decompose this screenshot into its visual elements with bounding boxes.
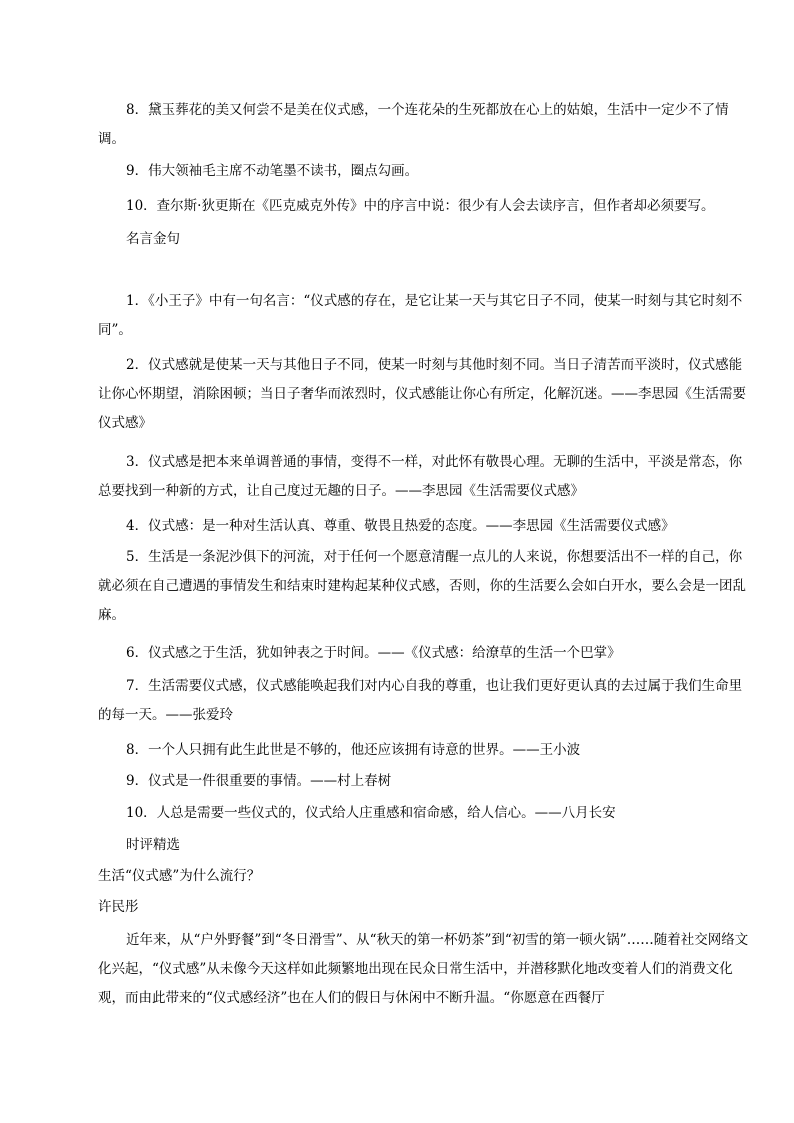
article-body: 近年来，从“户外野餐”到“冬日滑雪”、从“秋天的第一杯奶茶”到“初雪的第一顿火锅”……随着社交网络文化兴起，“仪式感”从未像今天这样如此频繁地出现在民众日常生活中，并潜移默化地改变着人们的消费文化观，而由此带来的“仪式感经济”也在人们的假日与休闲中不断升温。“你愿意在西餐厅 [98,932,749,1006]
quote-item-7: 7．生活需要仪式感，仪式感能唤起我们对内心自我的尊重，也让我们更好更认真的去过属于我们生命里的每一天。——张爱玲 [98,678,743,723]
list-item-8: 8．黛玉葬花的美又何尝不是美在仪式感，一个连花朵的生死都放在心上的姑娘，生活中一定少不了情调。 [98,102,729,147]
quote-item-9: 9．仪式是一件很重要的事情。——村上春树 [126,773,392,789]
quote-item-8: 8．一个人只拥有此生此世是不够的，他还应该拥有诗意的世界。——王小波 [126,742,581,758]
section-heading-review: 时评精选 [126,837,180,853]
quote-item-4: 4．仪式感：是一种对生活认真、尊重、敬畏且热爱的态度。——李思园《生活需要仪式感》 [126,518,675,534]
list-item-10: 10．查尔斯·狄更斯在《匹克威克外传》中的序言中说：很少有人会去读序言，但作者却必须要写。 [126,198,715,214]
article-author: 许民彤 [98,899,139,915]
quote-item-1: 1．《小王子》中有一句名言：“仪式感的存在，是它让某一天与其它日子不同，使某一时刻与其它时刻不同”。 [98,293,743,338]
quote-item-3: 3．仪式感是把本来单调普通的事情，变得不一样，对此怀有敬畏心理。无聊的生活中，平淡是常态，你总要找到一种新的方式，让自己度过无趣的日子。——李思园《生活需要仪式感》 [98,454,743,499]
quote-item-2: 2．仪式感就是使某一天与其他日子不同，使某一时刻与其他时刻不同。当日子清苦而平淡时，仪式感能让你心怀期望，消除困顿；当日子奢华而浓烈时，仪式感能让你心有所定，化解沉迷。——李思园《生活需要仪式感》 [98,357,746,431]
quote-item-5: 5．生活是一条泥沙俱下的河流，对于任何一个愿意清醒一点儿的人来说，你想要活出不一样的自己，你就必须在自己遭遇的事情发生和结束时建构起某种仪式感，否则，你的生活要么会如白开水，要么会是一团乱麻。 [98,549,746,623]
list-item-9: 9．伟大领袖毛主席不动笔墨不读书，圈点勾画。 [126,163,419,179]
quote-item-10: 10．人总是需要一些仪式的，仪式给人庄重感和宿命感，给人信心。——八月长安 [126,805,616,821]
quote-item-6: 6．仪式感之于生活，犹如钟表之于时间。——《仪式感：给潦草的生活一个巴掌》 [126,645,621,661]
section-heading-quotes: 名言金句 [126,231,180,247]
article-title: 生活“仪式感”为什么流行？ [98,868,261,884]
